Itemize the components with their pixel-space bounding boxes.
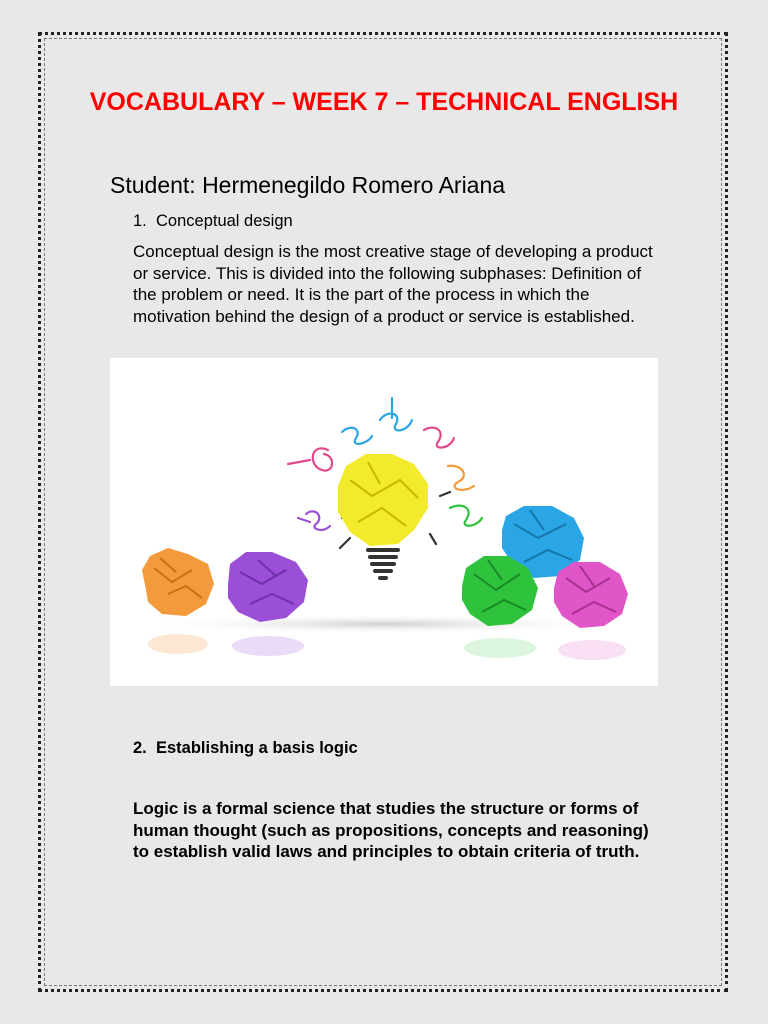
item-1-heading-text: Conceptual design bbox=[156, 212, 293, 230]
item-2-heading-text: Establishing a basis logic bbox=[156, 739, 358, 757]
purple-paper-ball bbox=[228, 552, 308, 656]
orange-paper-ball bbox=[142, 548, 214, 654]
green-paper-ball bbox=[462, 556, 538, 658]
yellow-paper-bulb bbox=[338, 454, 428, 580]
pink-paper-ball bbox=[554, 562, 628, 660]
item-2-heading bbox=[133, 737, 358, 759]
illustration-svg bbox=[110, 358, 658, 686]
item-1-number: 1. bbox=[133, 212, 147, 230]
floor-shadow bbox=[134, 614, 634, 634]
student-name: Student: Hermenegildo Romero Ariana bbox=[110, 172, 506, 198]
item-2-number: 2. bbox=[133, 739, 147, 757]
page-title: VOCABULARY – WEEK 7 – TECHNICAL ENGLISH bbox=[89, 88, 679, 116]
item-1-paragraph: Conceptual design is the most creative stage of developing a product or service. This is divided into the following subphases: Definition of the problem or need. It is the part of the process in which the motivation behind the design of a product or service is established. bbox=[133, 242, 653, 326]
item-2-paragraph: Logic is a formal science that studies the structure or forms of human thought (such as propositions, concepts and reasoning) to establish valid laws and principles to obtain criteria of truth. bbox=[133, 799, 649, 861]
item-1-heading bbox=[133, 210, 293, 232]
crumpled-paper-lightbulb-illustration bbox=[110, 358, 658, 686]
